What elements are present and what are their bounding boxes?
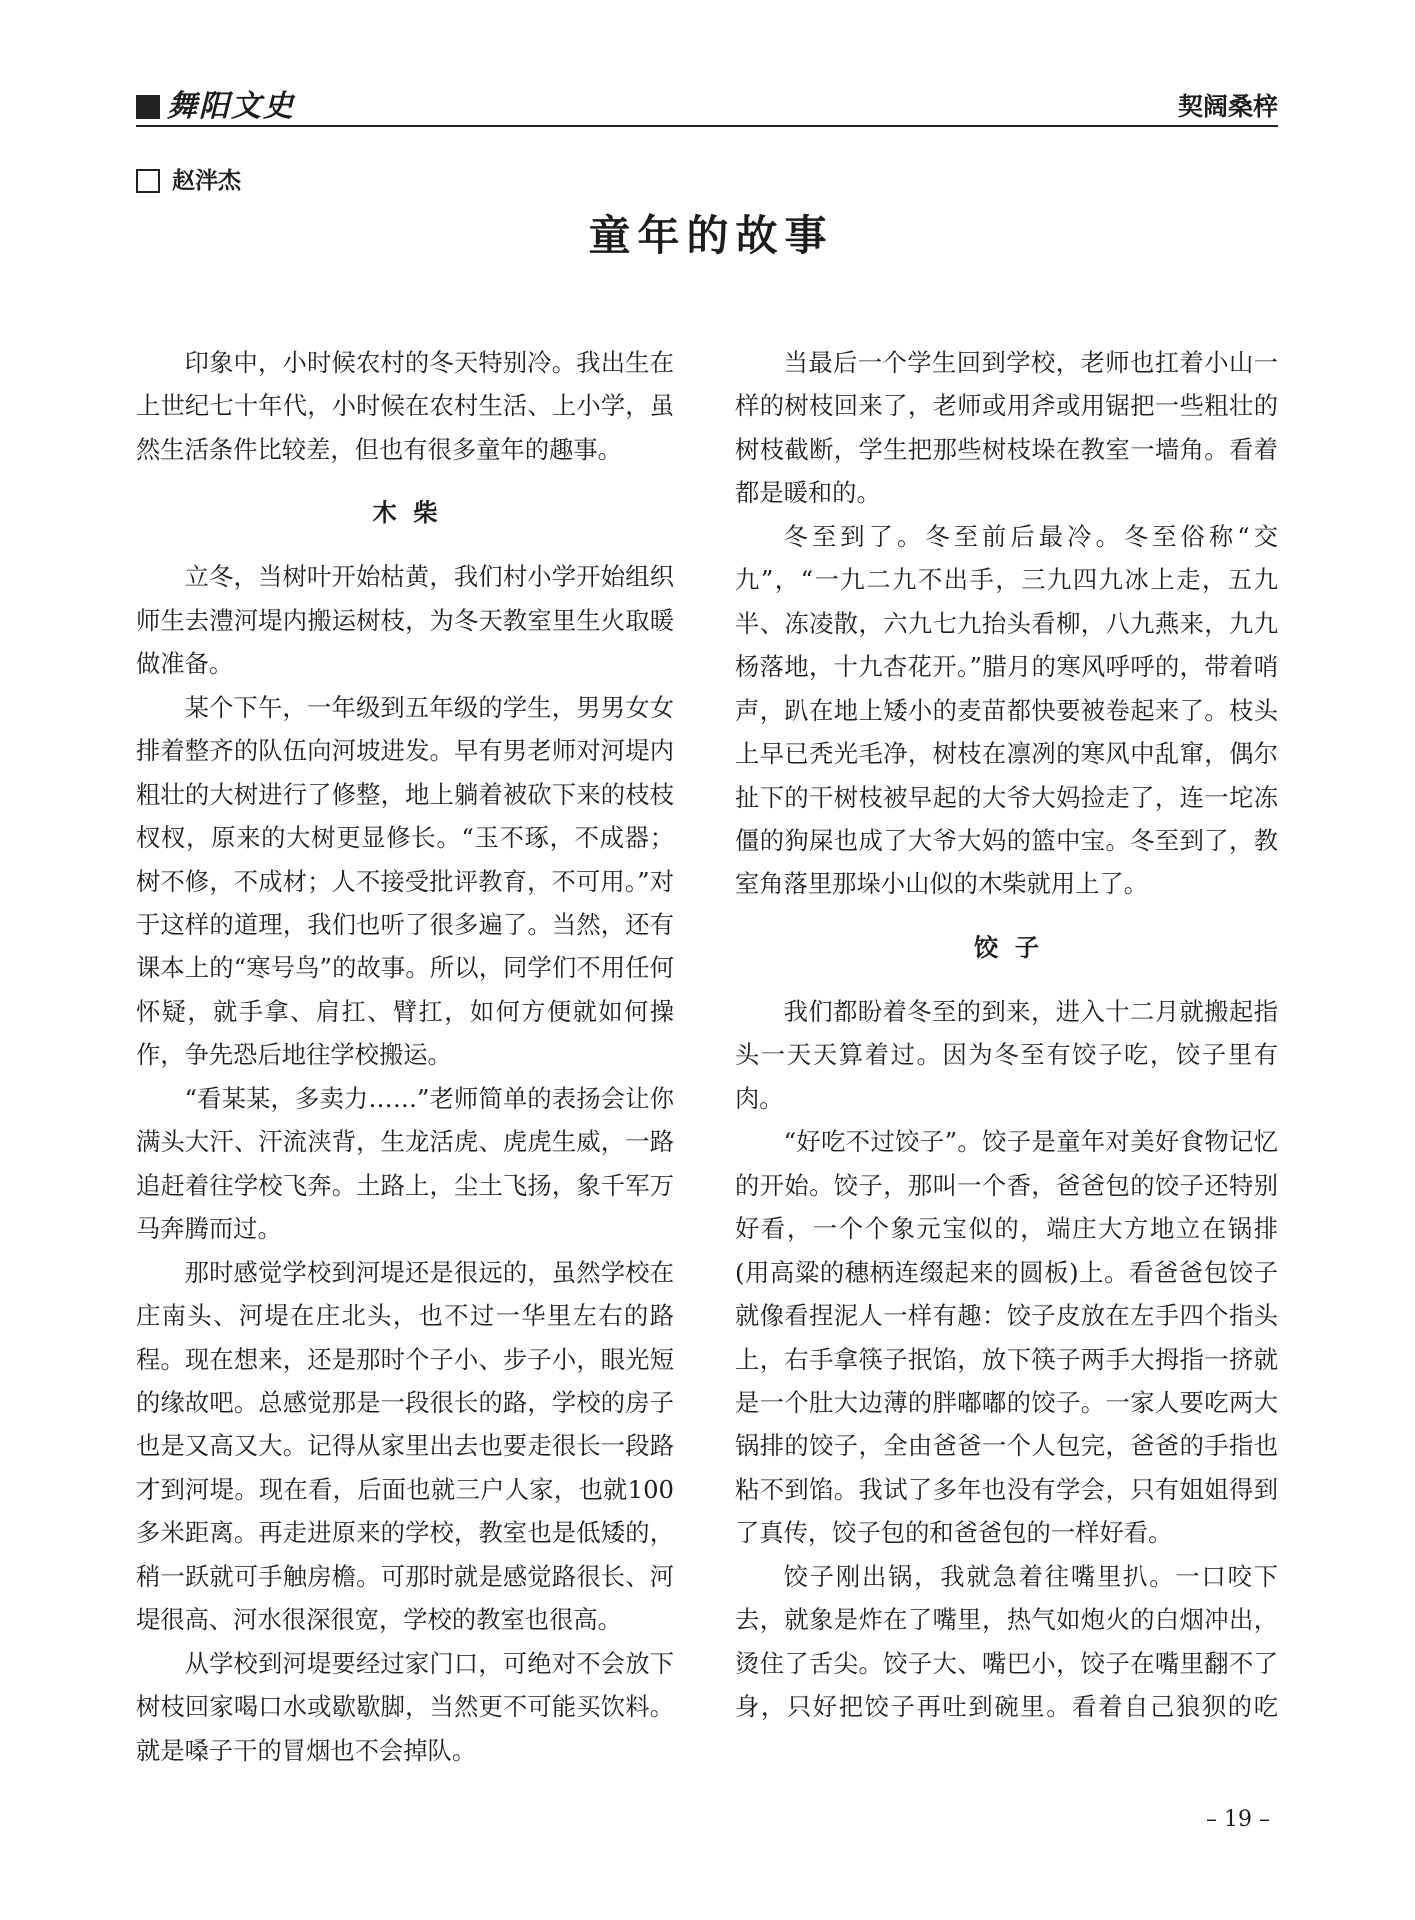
header-rule [136,125,1278,127]
body-paragraph: 立冬，当树叶开始枯黄，我们村小学开始组织师生去澧河堤内搬运树枝，为冬天教室里生火取暖做准备。 [136,562,674,679]
section-heading: 饺 子 [973,932,1040,962]
section-heading: 木 柴 [372,498,438,528]
section-column-name: 契阔桑梓 [1177,92,1278,121]
author-name: 赵泮杰 [172,168,241,194]
page-number: – 19 – [1206,1807,1270,1832]
body-paragraph-continued: 饺子刚出锅，我就急着往嘴里扒。一口咬下去，就象是炸在了嘴里，热气如炮火的白烟冲出，烫住了舌尖。饺子大、嘴巴小，饺子在嘴里翻不了身，只好把饺子再吐到碗里。看着自己狼狈的吃 [735,1561,1278,1722]
body-paragraph: 我们都盼着冬至的到来，进入十二月就搬起指头一天天算着过。因为冬至有饺子吃，饺子里有肉。 [735,996,1278,1113]
header-square-icon [136,95,160,119]
body-paragraph: 冬至到了。冬至前后最冷。冬至俗称“交九”，“一九二九不出手，三九四九冰上走，五九半、冻凌散，六九七九抬头看柳，八九燕来，九九杨落地，十九杏花开。”腊月的寒风呼呼的，带着哨声，趴在地上矮小的麦苗都快要被卷起来了。枝头上早已秃光毛净，树枝在凛冽的寒风中乱窜，偶尔扯下的干树枝被早起的大爷大妈捡走了，连一坨冻僵的狗屎也成了大爷大妈的篮中宝。冬至到了，教室角落里那垛小山似的木柴就用上了。 [735,521,1278,899]
right-column [735,341,1278,1729]
left-column [136,341,674,1772]
article-title: 童年的故事 [588,211,834,260]
intro-paragraph: 印象中，小时候农村的冬天特别冷。我出生在上世纪七十年代，小时候在农村生活、上小学，虽然生活条件比较差，但也有很多童年的趣事。 [136,348,674,464]
body-paragraph: “好吃不过饺子”。饺子是童年对美好食物记忆的开始。饺子，那叫一个香，爸爸包的饺子还特别好看，一个个象元宝似的，端庄大方地立在锅排(用高粱的穗柄连缀起来的圆板)上。看爸爸包饺子就像看捏泥人一样有趣：饺子皮放在左手四个指头上，右手拿筷子抿馅，放下筷子两手大拇指一挤就是一个肚大边薄的胖嘟嘟的饺子。一家人要吃两大锅排的饺子，全由爸爸一个人包完，爸爸的手指也粘不到馅。我试了多年也没有学会，只有姐姐得到了真传，饺子包的和爸爸包的一样好看。 [735,1127,1278,1548]
author-square-icon [136,169,160,193]
body-paragraph: 那时感觉学校到河堤还是很远的，虽然学校在庄南头、河堤在庄北头，也不过一华里左右的路程。现在想来，还是那时个子小、步子小，眼光短的缘故吧。总感觉那是一段很长的路，学校的房子也是又高又大。记得从家里出去也要走很长一段路才到河堤。现在看，后面也就三户人家，也就100多米距离。再走进原来的学校，教室也是低矮的，稍一跃就可手触房檐。可那时就是感觉路很长、河堤很高、河水很深很宽，学校的教室也很高。 [136,1257,674,1635]
body-paragraph: 某个下午，一年级到五年级的学生，男男女女排着整齐的队伍向河坡进发。早有男老师对河堤内粗壮的大树进行了修整，地上躺着被砍下来的枝枝杈杈，原来的大树更显修长。“玉不琢，不成器；树不修，不成材；人不接受批评教育，不可用。”对于这样的道理，我们也听了很多遍了。当然，还有课本上的“寒号鸟”的故事。所以，同学们不用任何怀疑，就手拿、肩扛、臂扛，如何方便就如何操作，争先恐后地往学校搬运。 [136,692,674,1070]
body-paragraph: 从学校到河堤要经过家门口，可绝对不会放下树枝回家喝口水或歇歇脚，当然更不可能买饮料。就是嗓子干的冒烟也不会掉队。 [136,1648,674,1765]
magazine-name: 舞阳文史 [167,89,295,124]
body-paragraph: 当最后一个学生回到学校，老师也扛着小山一样的树枝回来了，老师或用斧或用锯把一些粗壮的树枝截断，学生把那些树枝垛在教室一墙角。看着都是暖和的。 [735,348,1278,508]
body-paragraph: “看某某，多卖力……”老师简单的表扬会让你满头大汗、汗流浃背，生龙活虎、虎虎生威，一路追赶着往学校飞奔。土路上，尘土飞扬，象千军万马奔腾而过。 [136,1083,674,1244]
